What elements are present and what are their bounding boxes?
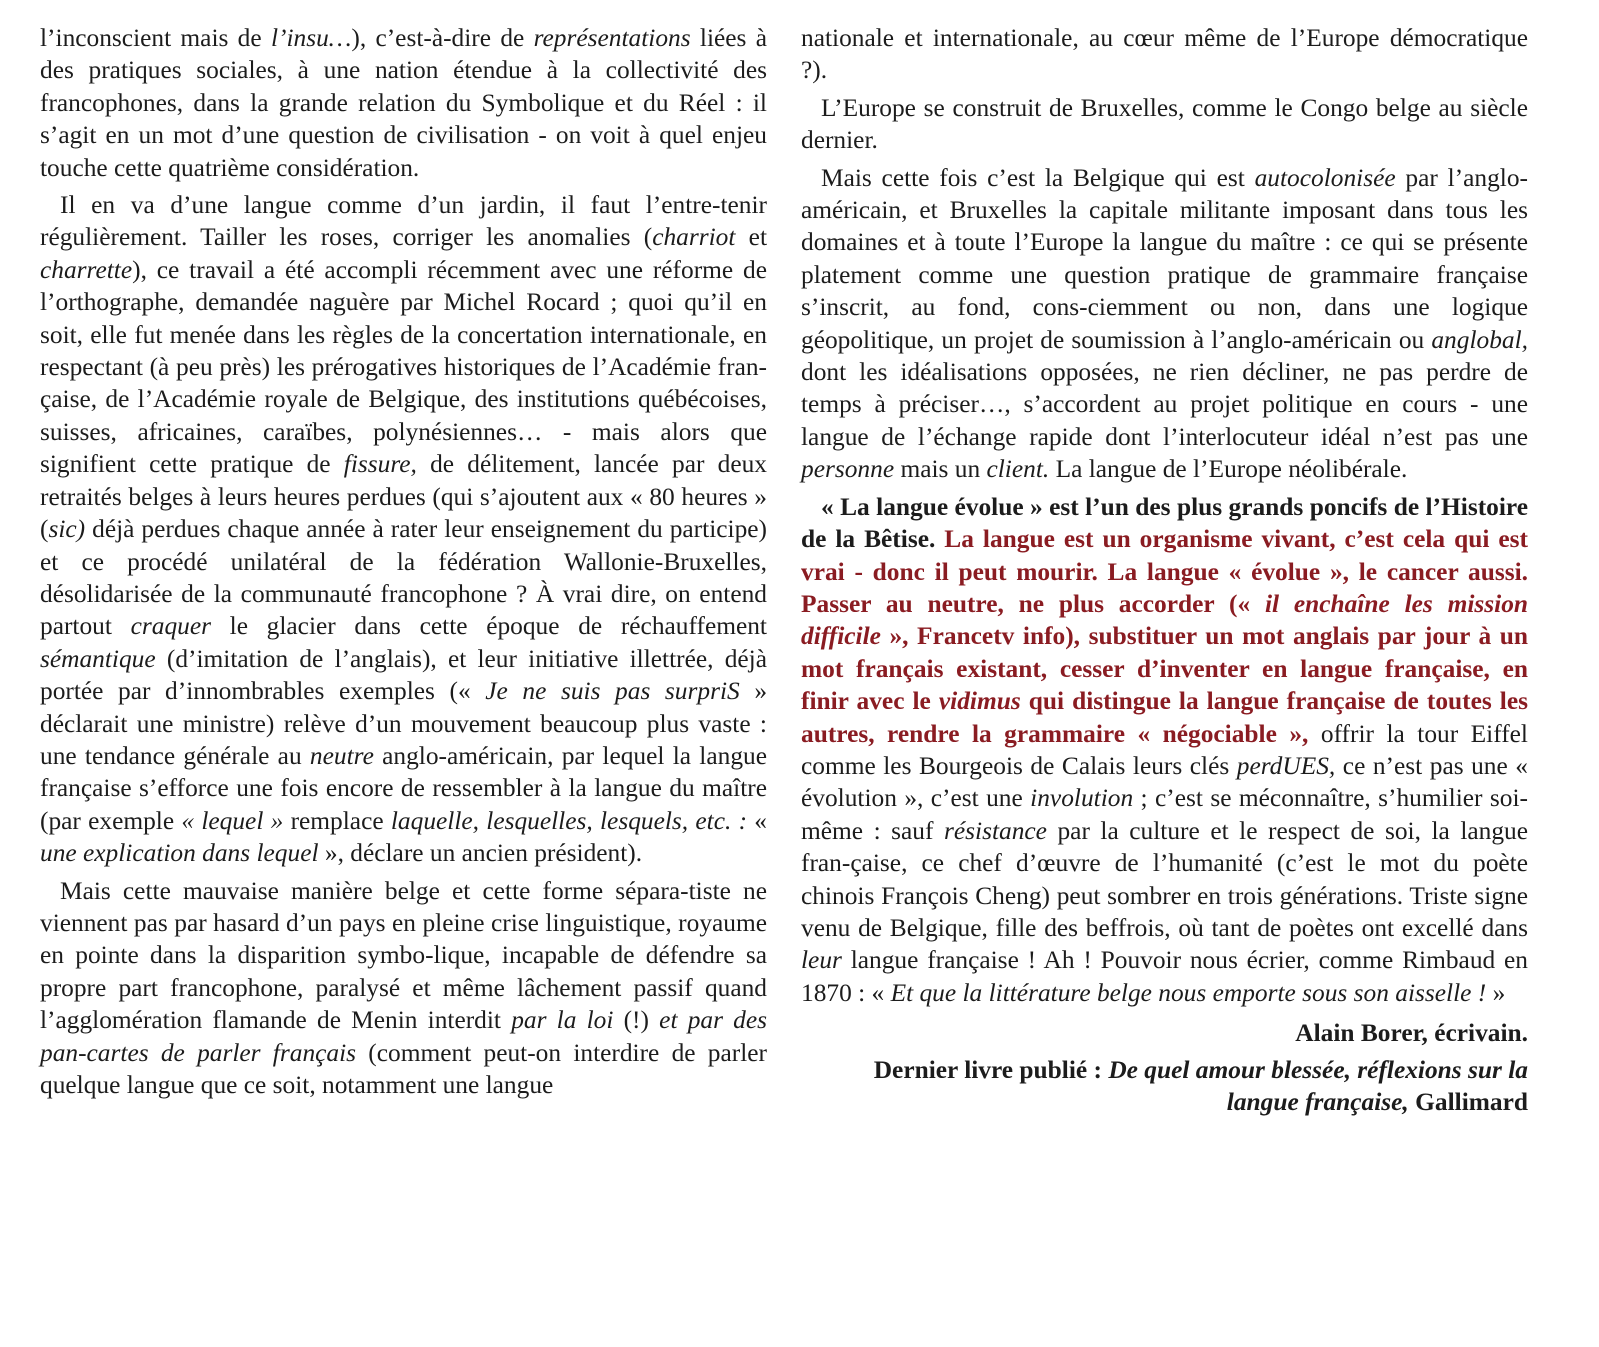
italic-text: leur [801,946,842,975]
italic-text: Je ne suis pas surpriS [485,677,740,706]
text-segment: Mais cette fois c’est la Belgique qui est [821,163,1255,192]
left-column-paragraph [40,875,767,1102]
right-column-paragraph [801,92,1528,157]
last-book-label: Dernier livre publié : [873,1055,1102,1084]
text-segment: anglo-américain, par lequel la langue française s’efforce une fois encore de ressembler à la langue du maître (par exemple [40,741,767,835]
text-segment: le glacier dans cette époque de réchauffement [210,612,767,641]
text-segment: (d’imitation de l’anglais), et leur initiative illettrée, déjà portée par d’innombrables exemples (« [40,644,767,706]
text-segment: langue française ! Ah ! Pouvoir nous écrier, comme Rimbaud en 1870 : « [801,946,1528,1007]
text-segment: l’inconscient mais de [40,24,271,52]
author-name: Alain Borer, écrivain. [1295,1019,1528,1048]
text-segment: ; c’est se méconnaître, s’humilier soi-même : sauf [801,784,1528,845]
italic-text: une explication dans lequel [40,839,319,868]
left-column [40,22,767,1347]
left-column-paragraph [40,189,767,870]
text-segment: et [735,223,768,252]
italic-text: involution [1030,784,1134,813]
book-title: De quel amour blessée, réflexions sur la langue française, [1108,1055,1528,1116]
right-column-paragraph [801,22,1528,87]
text-segment: nationale et internationale, au cœur même de l’Europe démocratique ?). [801,24,1528,85]
bold-text: « La langue évolue » est l’un des plus grands poncifs de l’Histoire de la Bêtise. [801,492,1528,554]
text-segment: par l’anglo-américain, et Bruxelles la capitale militante imposant dans tous les domaines et à toute l’Europe la langue du maître : ce qui se présente platement comme une question pratique de grammaire française s’inscrit, au fond, cons-ciemment ou non, dans une logique géopolitique, un projet de soumission à l’anglo-américain ou [801,163,1528,354]
text-segment: mais un [894,455,987,484]
text-segment: de délitement, lancée par deux retraités belges à leurs heures perdues (qui s’ajoutent aux « 80 heures » ( [40,450,767,544]
right-column [801,22,1528,1347]
italic-text: anglobal, [1431,325,1528,354]
text-segment: ce n’est pas une « évolution », c’est une [801,751,1528,813]
text-segment: (comment peut-on interdire de parler quelque langue que ce soit, notamment une langue [40,1038,768,1099]
italic-text: l’insu… [270,24,352,52]
italic-text: représentations [533,24,691,52]
italic-text: charrette [40,255,133,284]
text-segment: « [747,806,767,835]
italic-text: fissure, [343,450,417,479]
italic-text: Et que la littérature belge nous emporte sous son aisselle ! [890,978,1487,1007]
italic-text: par la loi [511,1006,614,1035]
text-segment: offrir la tour Eiffel comme les Bourgeois de Calais leurs clés [801,719,1528,780]
left-column-paragraph [40,22,767,184]
text-segment: », déclare un ancien président). [318,839,643,868]
text-segment: ), ce travail a été accompli récemment avec une réforme de l’orthographe, demandée naguère par Michel Rocard ; quoi qu’il en soit, elle fut menée dans les règles de la concertation internationale, en respectant (à peu près) les prérogatives historiques de l’Académie fran-çaise, de l’Académie royale de Belgique, des institutions québécoises, suisses, africaines, caraïbes, polynésiennes… - mais alors que signifient cette pratique de [40,255,767,479]
italic-text: neutre [309,741,374,770]
text-segment: remplace [283,806,391,835]
publisher-name: Gallimard [1415,1088,1528,1116]
italic-text: laquelle, lesquelles, lesquels, etc. : [390,806,748,835]
signature-author [801,1017,1528,1049]
italic-text: charriot [652,223,736,252]
italic-text: personne [801,455,895,484]
italic-text: client. [986,455,1050,484]
bold-text: La langue est un organisme vivant, c’est cela qui est vrai - donc il peut mourir. La langue « évolue », le cancer aussi. Passer au neutre, ne plus accorder (« [801,525,1528,618]
italic-text: vidimus [938,687,1021,716]
text-segment: déjà perdues chaque année à rater leur enseignement du participe) et ce procédé unilatéral de la fédération Wallonie-Bruxelles, désolidarisée de la communauté francophone ? À vrai dire, on entend partout [40,515,767,641]
italic-text: et par des pan-cartes de parler français [40,1006,768,1067]
text-segment: ), c’est-à-dire de [351,24,534,52]
text-segment: Mais cette mauvaise manière belge et cette forme sépara-tiste ne viennent pas par hasard d’un pays en pleine crise linguistique, royaume en pointe dans la disparition symbo-lique, incapable de défendre sa propre part francophone, paralysé et même lâchement passif quand l’agglomération flamande de Menin interdit [40,876,767,1035]
italic-text: « lequel » [181,806,284,835]
text-segment: » déclarait une ministre) relève d’un mouvement beaucoup plus vaste : une tendance générale au [40,677,768,770]
text-segment: Il en va d’une langue comme d’un jardin, il faut l’entre-tenir régulièrement. Tailler les roses, corriger les anomalies ( [40,191,767,252]
text-segment: par la culture et le respect de soi, la langue fran-çaise, ce chef d’œuvre de l’humanité (c’est le mot du poète chinois François Cheng) peut sombrer en trois générations. Triste signe venu de Belgique, fille des beffrois, où tant de poètes ont excellé dans [801,816,1528,942]
italic-text: résistance [944,816,1047,845]
right-column-paragraph [801,162,1528,486]
text-segment: L’Europe se construit de Bruxelles, comme le Congo belge au siècle dernier. [801,93,1528,155]
signature-book [801,1054,1528,1119]
italic-text: sémantique [40,644,156,673]
right-column-paragraph [801,491,1528,1010]
italic-text: sic) [48,515,86,544]
italic-text: il enchaîne les mission difficile [801,589,1529,651]
text-segment: liées à des pratiques sociales, à une nation étendue à la collectivité des francophones, dans la grande relation du Symbolique et du Réel : il s’agit en un mot d’une question de civilisation - on voit à quel enjeu touche cette quatrième considération. [40,24,768,182]
italic-text: perdUES, [1236,751,1336,780]
text-segment: La langue de l’Europe néolibérale. [1049,455,1408,484]
right-column-body [801,22,1528,1009]
bold-text: », Francetv info), substituer un mot anglais par jour à un mot français existant, cesser d’inventer en langue française, en finir avec le [801,622,1528,716]
bold-text: qui distingue la langue française de toutes les autres, rendre la grammaire « négociable », [801,687,1528,748]
text-segment: (!) [613,1006,660,1035]
italic-text: craquer [130,612,211,641]
text-segment: dont les idéalisations opposées, ne rien décliner, ne pas perdre de temps à préciser…, s’accordent au projet politique en cours - une langue de l’échange rapide dont l’interlocuteur idéal n’est pas une [801,358,1528,451]
text-segment: » [1486,978,1506,1007]
italic-text: autocolonisée [1254,163,1396,192]
